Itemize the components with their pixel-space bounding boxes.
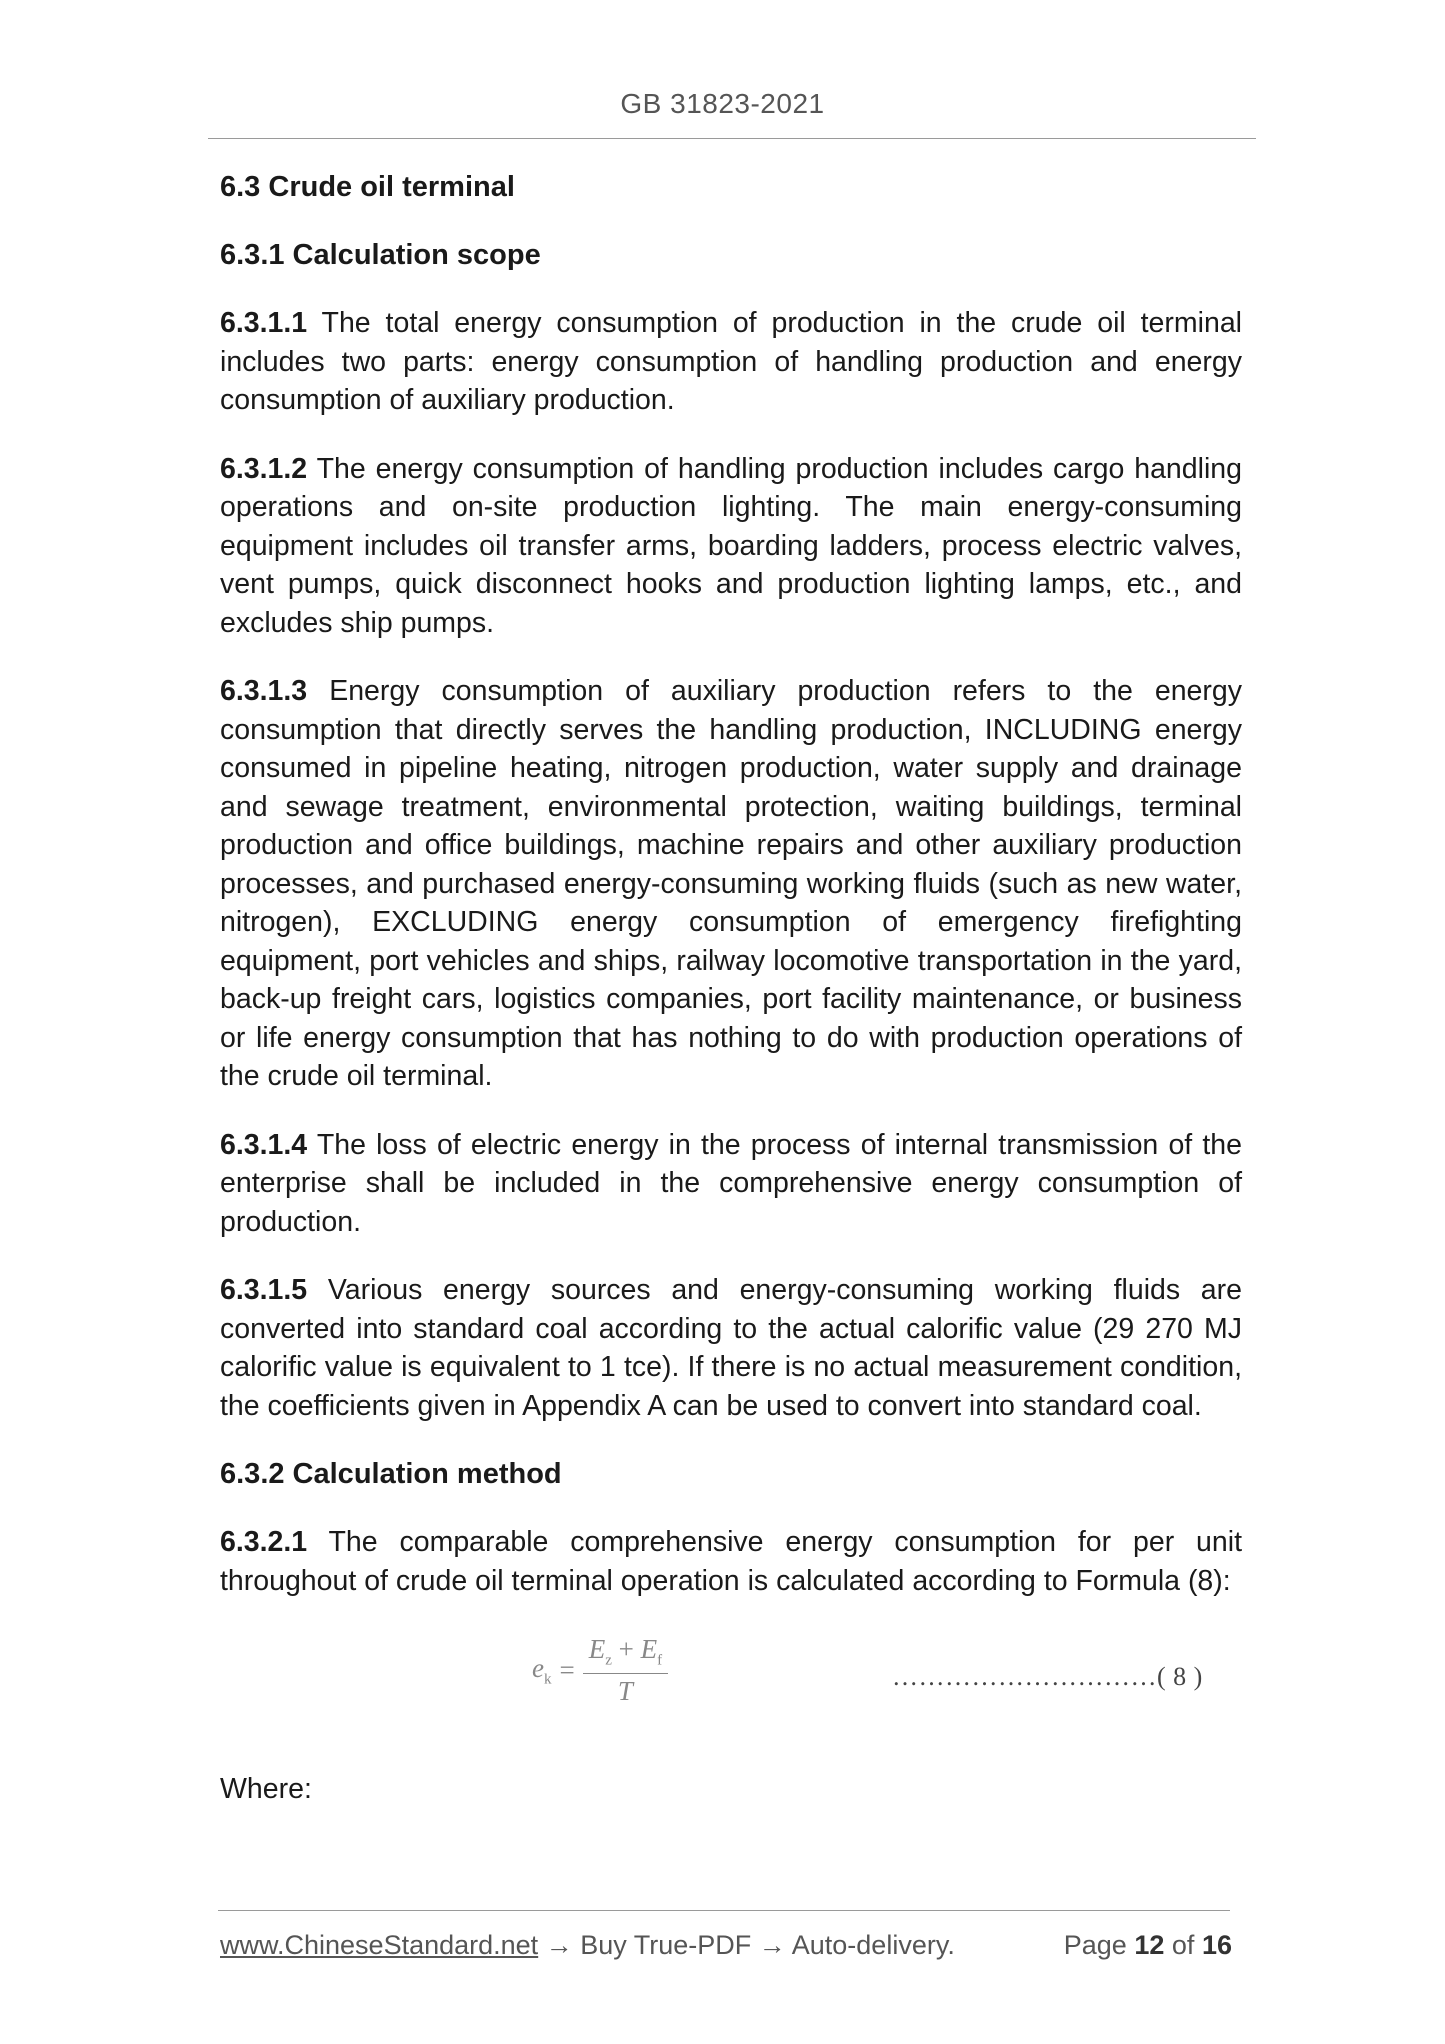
clause-number: 6.3.1.4 [220,1128,308,1161]
clause-6-3-1-2 [220,450,1242,643]
footer-divider [218,1910,1230,1911]
clause-number: 6.3.1.5 [220,1274,308,1306]
clause-text: The comparable comprehensive energy consumption for per unit throughout of crude oil terminal operation is calculated according to Formula (8): [220,1526,1243,1597]
clause-text: The total energy consumption of production in the crude oil terminal includes two parts: energy consumption of handling production and energy consumption of auxiliary production. [220,307,1243,416]
formula-8 [220,1624,1242,1734]
clause-text: The energy consumption of handling production includes cargo handling operations and on-site production lighting. The main energy-consuming equipment includes oil transfer arms, boarding ladders, process electric valves, vent pumps, quick disconnect hooks and production lighting lamps, etc., and excludes ship pumps. [220,452,1242,639]
document-code-header: GB 31823-2021 [620,88,825,119]
clause-number: 6.3.2.1 [220,1526,308,1558]
formula-expression [532,1634,668,1707]
page-total: 16 [1201,1930,1232,1960]
website-link[interactable]: www.ChineseStandard.net [220,1930,539,1960]
header-divider [208,138,1256,139]
page-indicator: Page 12 of 16 [1063,1930,1232,1960]
section-heading: 6.3 Crude oil terminal [220,171,515,203]
formula-denominator: T [617,1676,633,1707]
formula-number: …………………………( 8 ) [892,1662,1203,1691]
where-label: Where: [220,1773,312,1805]
footer-tagline: → Buy True-PDF → Auto-delivery. [545,1930,955,1960]
formula-fraction [583,1634,668,1707]
clause-6-3-1-4 [220,1126,1242,1242]
clause-text: Various energy sources and energy-consuming working fluids are converted into standard coal according to the actual calorific value (29 270 MJ calorific value is equivalent to 1 tce). If there is no actual measurement condition, the coefficients given in Appendix A can be used to convert into standard coal. [220,1274,1242,1422]
clause-6-3-1-3 [220,672,1242,1096]
clause-6-3-1-5 [220,1271,1242,1425]
clause-number: 6.3.1.1 [220,307,308,339]
page-content [220,168,1242,1808]
formula-lhs: $e_k$ [532,1653,552,1688]
subsection-heading-method: 6.3.2 Calculation method [220,1458,562,1490]
clause-6-3-2-1 [220,1523,1242,1600]
clause-text: Energy consumption of auxiliary production refers to the energy consumption that directly serves the handling production, INCLUDING energy consumed in pipeline heating, nitrogen production, water supply and drainage and sewage treatment, environmental protection, waiting buildings, terminal production and office buildings, machine repairs and other auxiliary production processes, and purchased energy-consuming working fluids (such as new water, nitrogen), EXCLUDING energy consumption of emergency firefighting equipment, port vehicles and ships, railway locomotive transportation in the yard, back-up freight cars, logistics companies, port facility maintenance, or business or life energy consumption that has nothing to do with production operations of the crude oil terminal. [220,675,1242,1092]
formula-equals: = [559,1655,575,1686]
page-current: 12 [1134,1930,1165,1960]
formula-numerator: $E_z + E_f$ [583,1634,668,1674]
subsection-heading-scope: 6.3.1 Calculation scope [220,239,541,271]
clause-number: 6.3.1.2 [220,452,308,485]
clause-text: The loss of electric energy in the process of internal transmission of the enterprise shall be included in the comprehensive energy consumption of production. [220,1128,1242,1238]
clause-6-3-1-1 [220,304,1242,420]
page-footer [220,1930,1232,1961]
clause-number: 6.3.1.3 [220,675,308,707]
